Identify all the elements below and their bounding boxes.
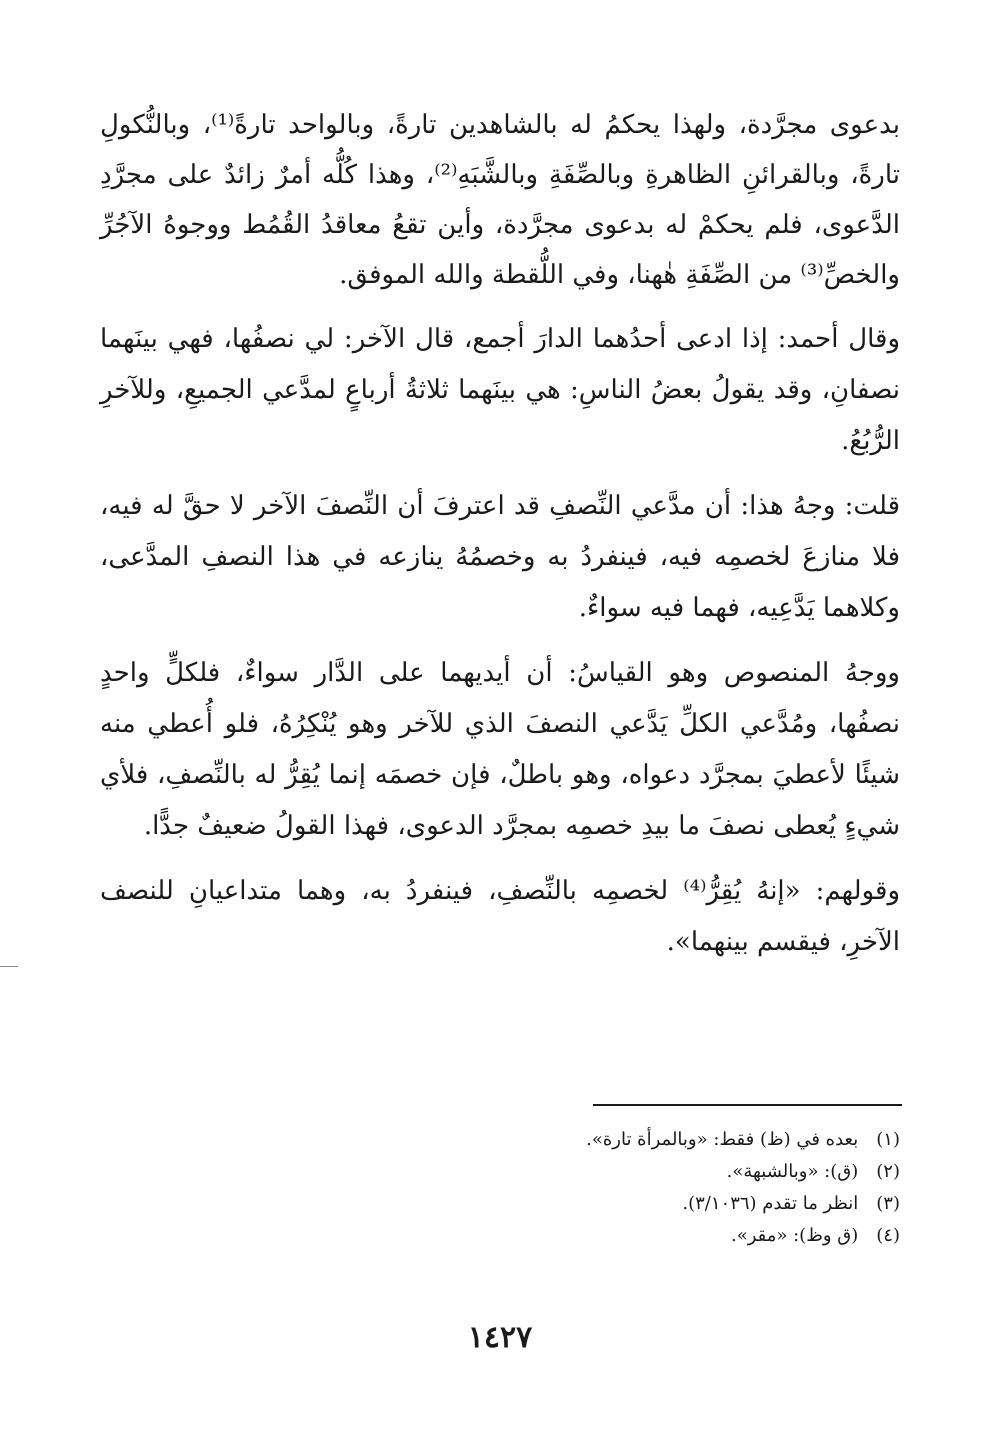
paragraph-1: بدعوى مجرَّدة، ولهذا يحكمُ له بالشاهدين تارةً، وبالواحد تارةً⁽¹⁾، وبالنُّكولِ تارةً، وبالقرائنِ الظاهرةِ وبالصِّفَةِ وبالشَّبَهِ⁽²⁾، وهذا كُلُّه أمرٌ زائدٌ على مجرَّدِ الدَّعوى، فلم يحكمْ له بدعوى مجرَّدة، وأين تقعُ معاقدُ القُمُط ووجوهُ الآجُرِّ والخصِّ⁽³⁾ من الصِّفَةِ هٰهنا، وفي اللُّقطة والله الموفق. bbox=[100, 110, 900, 290]
paragraph-3: قلت: وجهُ هذا: أن مدَّعي النِّصفِ قد اعترفَ أن النِّصفَ الآخر لا حقَّ له فيه، فلا منازعَ لخصمِه فيه، فينفردُ به وخصمُهُ ينازعه في هذا النصفِ المدَّعى، وكلاهما يَدَّعِيه، فهما فيه سواءٌ. bbox=[100, 491, 900, 623]
footnote-number: (٣) bbox=[876, 1193, 900, 1214]
footnote-text: (ق): «وبالشبهة». bbox=[726, 1161, 859, 1182]
paragraph-5: وقولهم: «إنهُ يُقِرُّ⁽⁴⁾ لخصمِه بالنِّصفِ، فينفردُ به، وهما متداعيانِ للنصف الآخرِ، فيقسم بينهما». bbox=[100, 876, 901, 957]
footnote-4 bbox=[100, 1220, 900, 1252]
main-text bbox=[100, 100, 900, 968]
footnote-number: (١) bbox=[876, 1129, 900, 1150]
footnote-number: (٤) bbox=[876, 1225, 900, 1246]
footnote-3 bbox=[100, 1188, 900, 1220]
footnote-text: (ق وظ): «مقر». bbox=[730, 1225, 859, 1246]
page-number: ١٤٢٧ bbox=[467, 1320, 533, 1355]
paragraph-4: ووجهُ المنصوص وهو القياسُ: أن أيديهما على الدَّار سواءٌ، فلكلٍّ واحدٍ نصفُها، ومُدَّعي الكلِّ يَدَّعي النصفَ الذي للآخر وهو يُنْكِرُهُ، فلو أُعطي منه شيئًا لأعطيَ بمجرَّد دعواه، وهو باطلٌ، فإن خصمَه إنما يُقِرُّ له بالنِّصفِ، فلأي شيءٍ يُعطى نصفَ ما بيدِ خصمِه بمجرَّد الدعوى، فهذا القولُ ضعيفٌ جدًّا. bbox=[100, 658, 900, 841]
footnote-number: (٢) bbox=[876, 1161, 900, 1182]
footnote-1 bbox=[100, 1124, 900, 1156]
footnote-divider bbox=[593, 1104, 902, 1106]
footnote-2 bbox=[100, 1156, 900, 1188]
footnote-text: بعده في (ظ) فقط: «وبالمرأة تارة». bbox=[586, 1129, 859, 1150]
footnote-text: انظر ما تقدم (٣/١٠٣٦). bbox=[682, 1193, 859, 1214]
paragraph-2: وقال أحمد: إذا ادعى أحدُهما الدارَ أجمع، قال الآخر: لي نصفُها، فهي بينَهما نصفانِ، وقد يقولُ بعضُ الناسِ: هي بينَهما ثلاثةُ أرباعٍ لمدَّعي الجميعِ، وللآخرِ الرُّبُعُ. bbox=[100, 324, 900, 456]
footnotes bbox=[100, 1124, 900, 1252]
margin-mark bbox=[0, 966, 18, 967]
